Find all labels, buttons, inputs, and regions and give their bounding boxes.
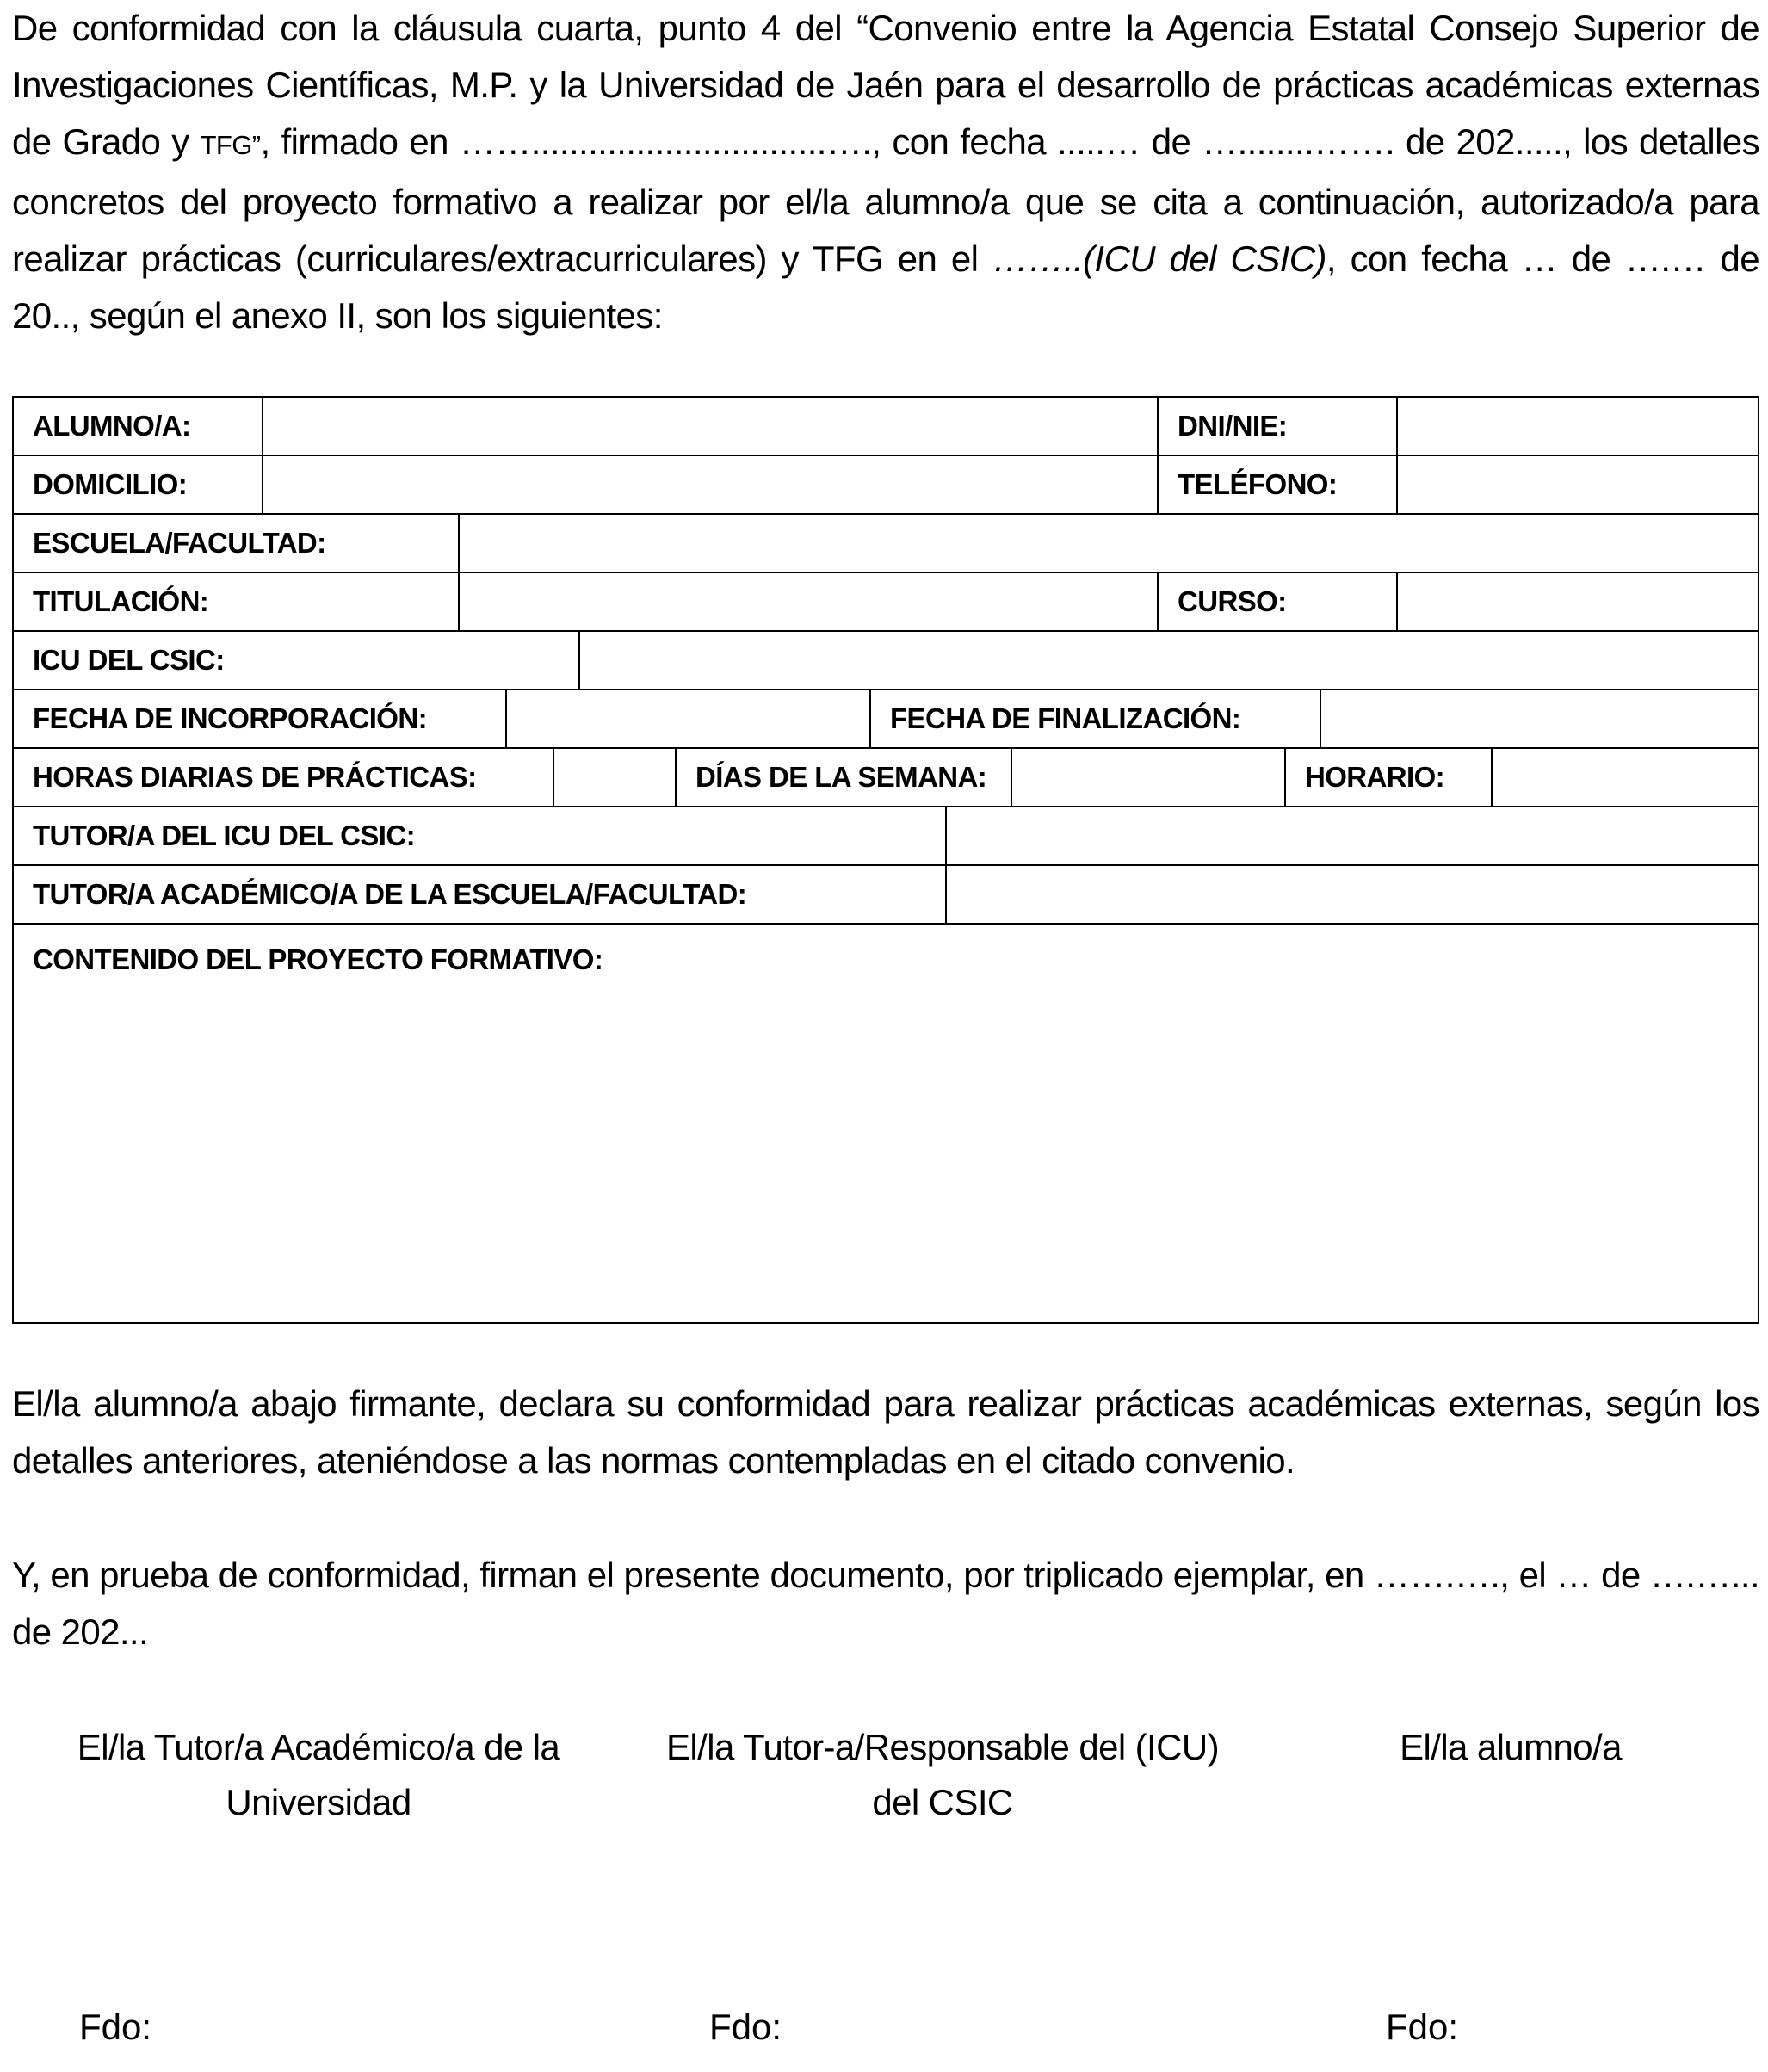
fdo-tutor-icu: Fdo: [709, 2007, 782, 2047]
form-row-icu [12, 630, 1759, 689]
form-row-tutor-icu [12, 806, 1759, 864]
field-horario[interactable] [1491, 749, 1758, 806]
signature-title-line1: El/la Tutor-a/Responsable del (ICU) [666, 1727, 1219, 1767]
intro-icu: ……..(ICU del CSIC) [992, 238, 1326, 279]
signature-title-line2: Universidad [226, 1782, 411, 1822]
label-fecha-finalizacion: FECHA DE FINALIZACIÓN: [869, 690, 1320, 747]
label-tutor-icu: TUTOR/A DEL ICU DEL CSIC: [33, 820, 415, 851]
field-telefono[interactable] [1396, 456, 1758, 513]
field-escuela[interactable] [458, 515, 1758, 572]
field-curso[interactable] [1396, 573, 1758, 630]
prueba-paragraph: Y, en prueba de conformidad, firman el presente documento, por triplicado ejemplar, en …….…., el … de ….…... de 202... [12, 1555, 1759, 1652]
intro-text-2: , firmado en ……...............................…., con fecha .....… de …........……. de 202....., los detalles concretos del proyecto formativo a realizar por el/la alumno/a que se cita a continuación, autorizado/a para realizar prácticas (curriculares/extracurriculares) y TFG en el [12, 121, 1759, 279]
field-titulacion[interactable] [458, 573, 1157, 630]
label-horas: HORAS DIARIAS DE PRÁCTICAS: [33, 761, 477, 793]
label-alumno: ALUMNO/A: [33, 410, 191, 442]
signature-block-tutor-academico [52, 1720, 585, 1830]
label-telefono: TELÉFONO: [1157, 456, 1396, 513]
field-tutor-icu[interactable] [945, 807, 1758, 864]
intro-paragraph [12, 0, 1759, 344]
fdo-tutor-academico: Fdo: [79, 2007, 152, 2047]
label-contenido: CONTENIDO DEL PROYECTO FORMATIVO: [33, 943, 603, 975]
field-tutor-academico[interactable] [945, 866, 1758, 923]
form-row-horas [12, 747, 1759, 806]
declaracion-paragraph: El/la alumno/a abajo firmante, declara su conformidad para realizar prácticas académicas externas, según los detalles anteriores, ateniéndose a las normas contempladas en el citado convenio. [12, 1383, 1759, 1481]
form-row-alumno [12, 396, 1759, 455]
intro-tfg: TFG” [200, 130, 261, 160]
field-fecha-incorporacion[interactable] [505, 690, 869, 747]
form-row-tutor-academico [12, 864, 1759, 923]
field-alumno[interactable] [262, 398, 1170, 455]
signature-title-line2: del CSIC [872, 1782, 1013, 1822]
label-escuela: ESCUELA/FACULTAD: [33, 527, 326, 559]
form-row-escuela [12, 513, 1759, 572]
label-fecha-incorporacion: FECHA DE INCORPORACIÓN: [33, 702, 427, 734]
signature-title-line1: El/la alumno/a [1400, 1727, 1622, 1767]
intro-text-3: , con fecha … de ….… de 20.., según el anexo II, son los siguientes: [12, 238, 1759, 336]
label-icu: ICU DEL CSIC: [33, 644, 225, 676]
form-row-titulacion [12, 572, 1759, 630]
field-domicilio[interactable] [262, 456, 1157, 513]
label-titulacion: TITULACIÓN: [33, 585, 209, 617]
signature-block-tutor-icu [637, 1720, 1248, 1830]
label-curso: CURSO: [1157, 573, 1396, 630]
field-fecha-finalizacion[interactable] [1320, 690, 1758, 747]
field-dias[interactable] [1011, 749, 1284, 806]
signature-block-alumno [1326, 1720, 1696, 1775]
signature-title-line1: El/la Tutor/a Académico/a de la [77, 1727, 560, 1767]
field-icu[interactable] [578, 632, 1758, 689]
fdo-alumno: Fdo: [1386, 2007, 1459, 2047]
label-horario: HORARIO: [1284, 749, 1491, 806]
label-domicilio: DOMICILIO: [33, 468, 188, 500]
contenido-box [12, 923, 1759, 1324]
label-dias: DÍAS DE LA SEMANA: [675, 749, 1011, 806]
form-row-fechas [12, 689, 1759, 747]
field-contenido[interactable] [14, 985, 1758, 1322]
label-dni: DNI/NIE: [1157, 398, 1405, 455]
field-horas[interactable] [553, 749, 675, 806]
label-tutor-academico: TUTOR/A ACADÉMICO/A DE LA ESCUELA/FACULTAD: [33, 878, 747, 910]
intro-text-1: De conformidad con la cláusula cuarta, punto 4 del “Convenio entre la Agencia Estatal Consejo Superior de Investigaciones Científicas, M.P. y la Universidad de Jaén para el desarrollo de prácticas académicas externas de Grado y [12, 8, 1759, 162]
field-dni[interactable] [1396, 398, 1758, 455]
form-row-domicilio [12, 455, 1759, 513]
